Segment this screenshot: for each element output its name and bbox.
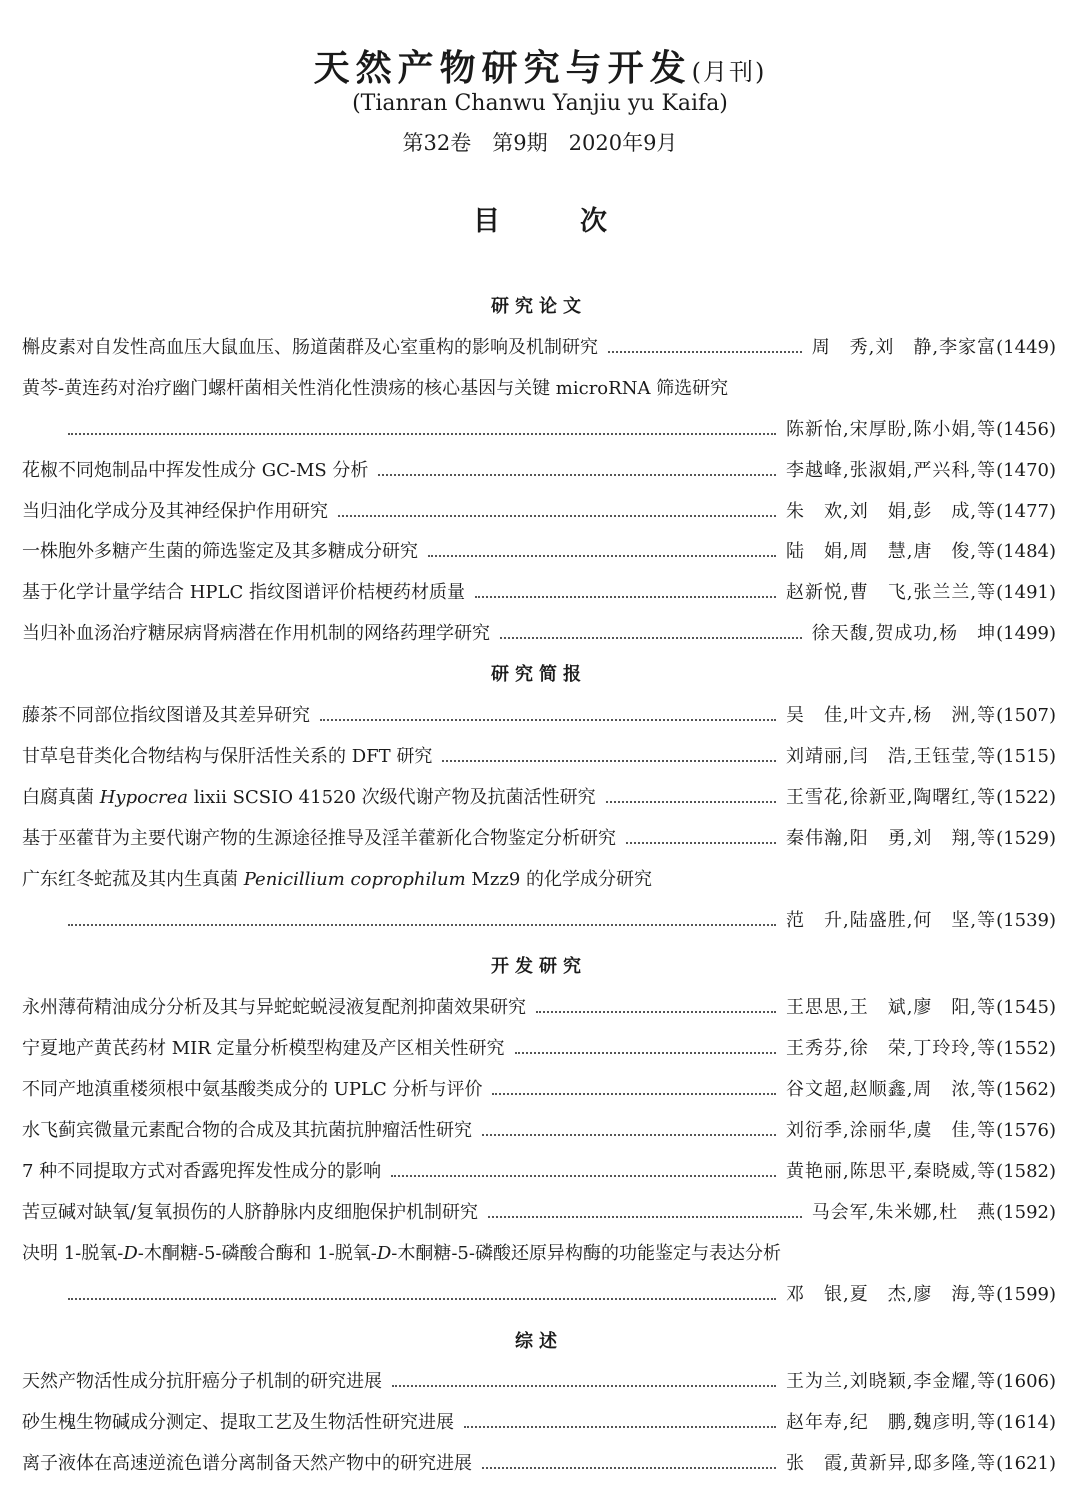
entry-authors: 周 秀,刘 静,李家富 <box>811 336 997 358</box>
entry-title: 不同产地滇重楼须根中氨基酸类成分的 UPLC 分析与评价 <box>22 1079 483 1101</box>
entry-page: (1529) <box>996 827 1056 849</box>
entry-authors: 陆 娟,周 慧,唐 俊,等 <box>785 541 997 563</box>
entry-authors: 黄艳丽,陈思平,秦晓威,等 <box>785 1160 997 1182</box>
entry-title: 7 种不同提取方式对香露兜挥发性成分的影响 <box>22 1160 382 1182</box>
entry-authors: 刘靖丽,闫 浩,王钰莹,等 <box>785 745 997 767</box>
entry-title: 基于巫藿苷为主要代谢产物的生源途径推导及淫羊藿新化合物鉴定分析研究 <box>22 827 616 849</box>
entry-page: (1552) <box>996 1038 1056 1060</box>
leader-dots <box>515 1052 776 1054</box>
entry-authors: 王思思,王 斌,廖 阳,等 <box>785 997 997 1019</box>
section-heading: 综述 <box>515 1330 563 1352</box>
entry-title: 决明 1-脱氧-D-木酮糖-5-磷酸合酶和 1-脱氧-D-木酮糖-5-磷酸还原异构酶的功能鉴定与表达分析 <box>22 1242 781 1264</box>
toc-entry[interactable] <box>22 742 1056 772</box>
toc-entry[interactable] <box>22 1239 1056 1269</box>
leader-dots <box>608 351 802 353</box>
leader-dots <box>68 433 776 435</box>
entry-title: 离子液体在高速逆流色谱分离制备天然产物中的研究进展 <box>22 1453 472 1475</box>
entry-page: (1449) <box>996 336 1056 358</box>
leader-dots <box>68 1298 776 1300</box>
leader-dots <box>442 760 776 762</box>
toc-entry[interactable] <box>22 865 1056 895</box>
toc-entry[interactable] <box>22 456 1056 486</box>
entry-authors: 陈新怡,宋厚盼,陈小娟,等 <box>785 418 997 440</box>
entry-title: 天然产物活性成分抗肝癌分子机制的研究进展 <box>22 1371 382 1393</box>
toc-entry-continuation[interactable] <box>22 415 1056 445</box>
entry-page: (1599) <box>996 1283 1056 1305</box>
entry-page: (1507) <box>996 705 1056 726</box>
entry-page: (1592) <box>996 1201 1056 1223</box>
entry-title: 白腐真菌 Hypocrea lixii SCSIO 41520 次级代谢产物及抗菌活性研究 <box>22 786 596 808</box>
entry-authors: 范 升,陆盛胜,何 坚,等 <box>785 909 997 931</box>
entry-authors: 吴 佳,叶文卉,杨 洲,等 <box>785 705 997 726</box>
entry-authors: 徐天馥,贺成功,杨 坤 <box>811 623 997 645</box>
leader-dots <box>428 555 776 557</box>
leader-dots <box>338 515 776 517</box>
entry-page: (1477) <box>996 500 1056 522</box>
toc-entry[interactable] <box>22 333 1056 363</box>
entry-title: 当归补血汤治疗糖尿病肾病潜在作用机制的网络药理学研究 <box>22 623 490 645</box>
leader-dots <box>488 1216 802 1218</box>
leader-dots <box>492 1093 776 1095</box>
toc-entry[interactable] <box>22 1116 1056 1146</box>
entry-authors: 张 霞,黄新异,邸多隆,等 <box>785 1453 997 1475</box>
toc-entry-continuation[interactable] <box>22 906 1056 936</box>
entry-page: (1491) <box>996 582 1056 604</box>
issue-info: 第32卷 第9期 2020年9月 <box>402 131 678 155</box>
entry-page: (1499) <box>996 623 1056 645</box>
entry-title: 当归油化学成分及其神经保护作用研究 <box>22 500 328 522</box>
toc-entry[interactable] <box>22 619 1056 649</box>
italic-term: Hypocrea <box>99 786 189 808</box>
italic-term: D <box>376 1242 392 1264</box>
entry-title: 槲皮素对自发性高血压大鼠血压、肠道菌群及心室重构的影响及机制研究 <box>22 336 598 358</box>
entry-title: 广东红冬蛇菰及其内生真菌 Penicillium coprophilum Mzz9 的化学成分研究 <box>22 868 652 890</box>
toc-entry[interactable] <box>22 701 1056 731</box>
leader-dots <box>68 924 776 926</box>
entry-page: (1621) <box>996 1453 1056 1475</box>
entry-page: (1456) <box>996 418 1056 440</box>
toc-entry[interactable] <box>22 1075 1056 1105</box>
leader-dots <box>500 637 802 639</box>
contents-heading: 目次 <box>473 206 687 237</box>
leader-dots <box>536 1011 776 1013</box>
entry-title: 水飞蓟宾微量元素配合物的合成及其抗菌抗肿瘤活性研究 <box>22 1120 472 1141</box>
entry-page: (1576) <box>996 1120 1056 1141</box>
toc-entry[interactable] <box>22 783 1056 813</box>
italic-term: D <box>123 1242 138 1264</box>
entry-authors: 邓 银,夏 杰,廖 海,等 <box>785 1283 997 1305</box>
entry-page: (1614) <box>996 1412 1056 1434</box>
entry-title: 黄芩-黄连药对治疗幽门螺杆菌相关性消化性溃疡的核心基因与关键 microRNA 筛选研究 <box>22 377 729 399</box>
section-heading: 研究论文 <box>491 296 587 317</box>
leader-dots <box>626 842 776 844</box>
leader-dots <box>378 474 776 476</box>
leader-dots <box>475 596 776 598</box>
entry-authors: 王雪花,徐新亚,陶曙红,等 <box>785 786 997 808</box>
toc-entry[interactable] <box>22 578 1056 608</box>
leader-dots <box>464 1426 776 1428</box>
entry-title: 花椒不同炮制品中挥发性成分 GC-MS 分析 <box>22 459 369 481</box>
journal-name: 天然产物研究与开发 <box>313 47 692 89</box>
toc-entry[interactable] <box>22 1198 1056 1228</box>
leader-dots <box>392 1385 776 1387</box>
toc-entry[interactable] <box>22 1449 1056 1479</box>
entry-authors: 马会军,朱米娜,杜 燕 <box>811 1201 997 1223</box>
entry-title: 苦豆碱对缺氧/复氧损伤的人脐静脉内皮细胞保护机制研究 <box>22 1201 479 1223</box>
toc-entry-continuation[interactable] <box>22 1280 1056 1310</box>
entry-title: 宁夏地产黄芪药材 MIR 定量分析模型构建及产区相关性研究 <box>22 1038 505 1060</box>
entry-authors: 谷文超,赵顺鑫,周 浓,等 <box>785 1079 997 1101</box>
entry-authors: 王为兰,刘晓颖,李金耀,等 <box>785 1371 997 1393</box>
entry-page: (1539) <box>996 909 1056 931</box>
entry-title: 藤茶不同部位指纹图谱及其差异研究 <box>22 705 310 726</box>
entry-title: 基于化学计量学结合 HPLC 指纹图谱评价桔梗药材质量 <box>22 582 465 604</box>
toc-entry[interactable] <box>22 993 1056 1023</box>
toc-entry[interactable] <box>22 1367 1056 1397</box>
toc-entry[interactable] <box>22 374 1056 404</box>
journal-pinyin: (Tianran Chanwu Yanjiu yu Kaifa) <box>352 91 728 116</box>
toc-entry[interactable] <box>22 537 1056 567</box>
entry-page: (1582) <box>996 1160 1056 1182</box>
leader-dots <box>320 719 776 721</box>
entry-authors: 王秀芬,徐 荣,丁玲玲,等 <box>785 1038 997 1060</box>
leader-dots <box>606 801 776 803</box>
entry-page: (1484) <box>996 541 1056 563</box>
leader-dots <box>482 1467 776 1469</box>
section-heading: 开发研究 <box>491 956 587 978</box>
italic-term: Penicillium coprophilum <box>243 868 466 890</box>
entry-title: 一株胞外多糖产生菌的筛选鉴定及其多糖成分研究 <box>22 541 418 563</box>
toc-entry[interactable] <box>22 497 1056 527</box>
leader-dots <box>391 1175 776 1177</box>
entry-page: (1606) <box>996 1371 1056 1393</box>
toc-entry[interactable] <box>22 1034 1056 1064</box>
entry-authors: 秦伟瀚,阳 勇,刘 翔,等 <box>785 827 997 849</box>
entry-authors: 朱 欢,刘 娟,彭 成,等 <box>785 500 997 522</box>
toc-entry[interactable] <box>22 1157 1056 1187</box>
entry-title: 甘草皂苷类化合物结构与保肝活性关系的 DFT 研究 <box>22 745 433 767</box>
entry-authors: 李越峰,张淑娟,严兴科,等 <box>785 459 997 481</box>
entry-authors: 刘衍季,涂丽华,虞 佳,等 <box>785 1120 997 1141</box>
entry-title: 砂生槐生物碱成分测定、提取工艺及生物活性研究进展 <box>22 1412 454 1434</box>
journal-frequency: (月刊) <box>691 58 767 86</box>
entry-authors: 赵年寿,纪 鹏,魏彦明,等 <box>785 1412 997 1434</box>
section-heading: 研究简报 <box>491 664 587 686</box>
toc-entry[interactable] <box>22 1408 1056 1438</box>
toc-entry[interactable] <box>22 824 1056 854</box>
entry-page: (1545) <box>996 997 1056 1019</box>
entry-page: (1522) <box>996 786 1056 808</box>
entry-authors: 赵新悦,曹 飞,张兰兰,等 <box>785 582 997 604</box>
entry-title: 永州薄荷精油成分分析及其与异蛇蛇蜕浸液复配剂抑菌效果研究 <box>22 997 526 1019</box>
entry-page: (1515) <box>996 745 1056 767</box>
entry-page: (1470) <box>996 459 1056 481</box>
entry-page: (1562) <box>996 1079 1056 1101</box>
leader-dots <box>482 1134 776 1136</box>
